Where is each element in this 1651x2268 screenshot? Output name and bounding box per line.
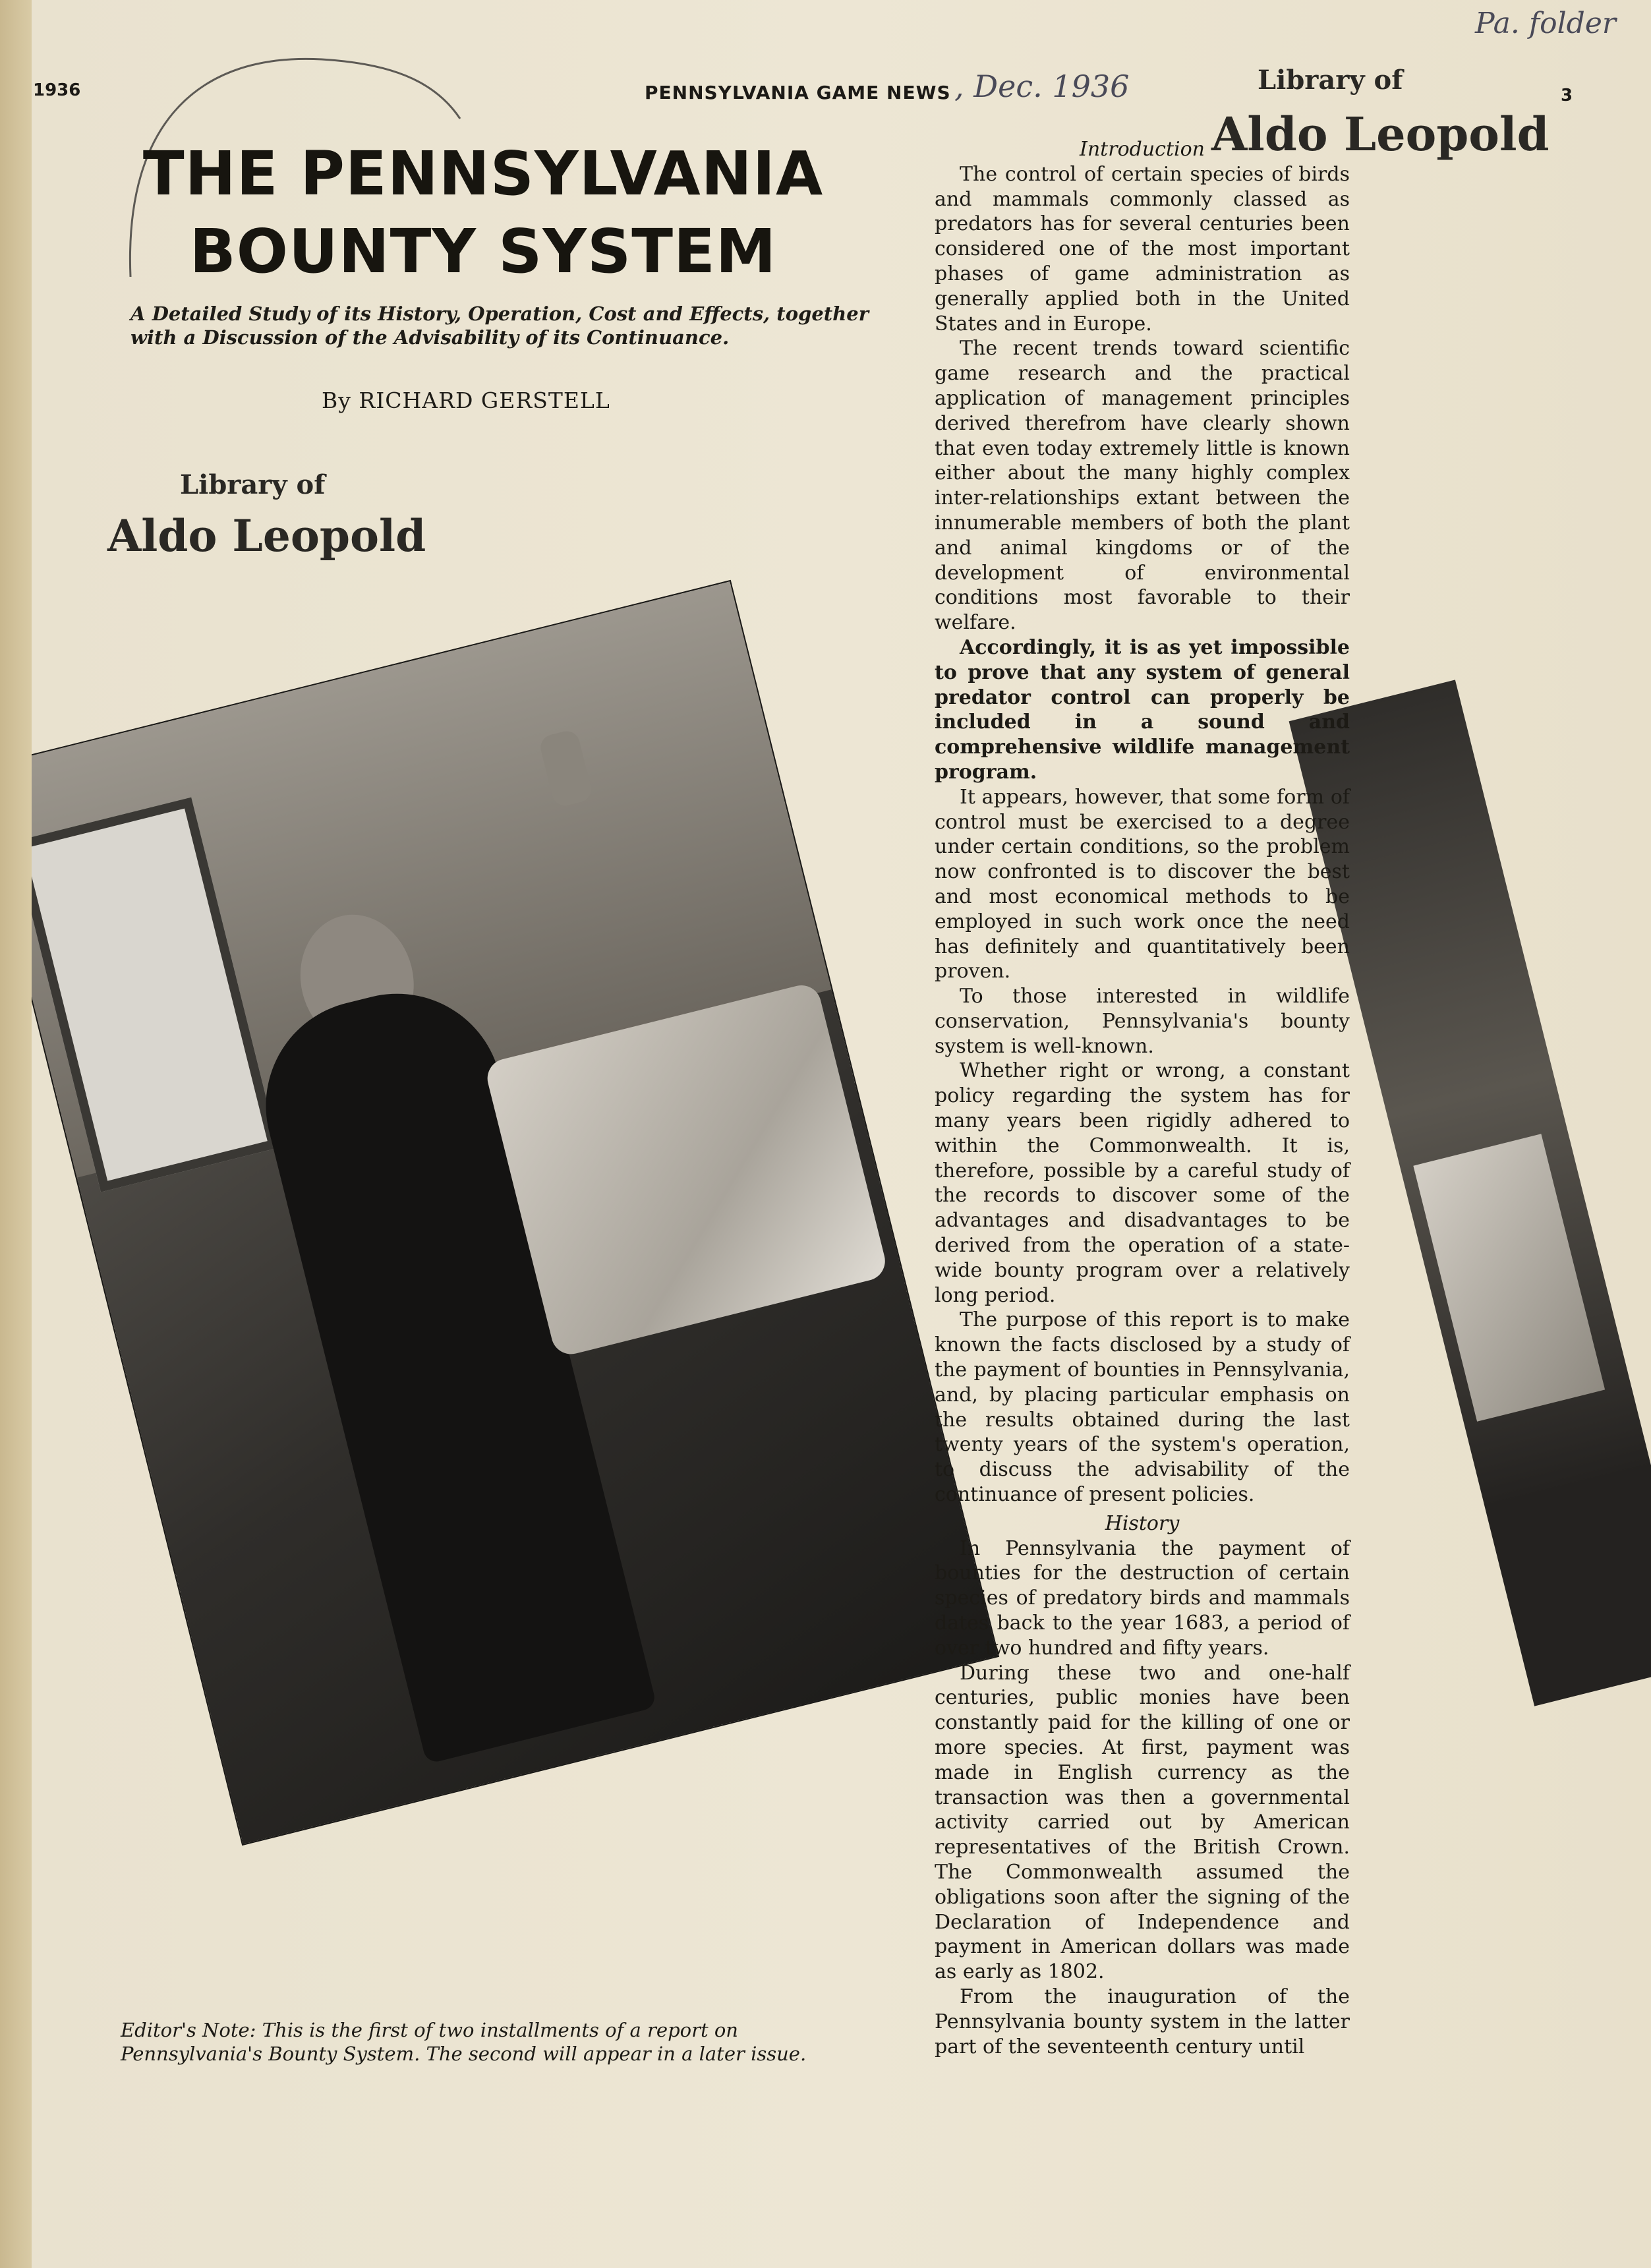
title-line-2: BOUNTY SYSTEM <box>189 216 777 287</box>
handwritten-folder-note: Pa. folder <box>1475 7 1616 40</box>
header-year: 1936 <box>33 80 81 100</box>
article-body <box>935 137 1350 2059</box>
binding-edge <box>0 0 32 2268</box>
paragraph: The purpose of this report is to make known the facts disclosed by a study of the payment of bounties in Pennsylvania, and, by placing particular emphasis on the results obtained during the last twenty years of the system's operation, to discuss the advisability of the continuance of present policies. <box>935 1308 1350 1507</box>
paragraph-bold: Accordingly, it is as yet impossible to prove that any system of general predator control can properly be included in a sound and comprehensive wildlife management program. <box>935 635 1350 784</box>
paragraph: To those interested in wildlife conservation, Pennsylvania's bounty system is well-known. <box>935 985 1350 1058</box>
header-publication: PENNSYLVANIA GAME NEWS <box>645 82 951 103</box>
title-line-1: THE PENNSYLVANIA <box>142 138 824 209</box>
article-title <box>124 135 842 291</box>
library-stamp-top-line2: Aldo Leopold <box>1211 107 1550 161</box>
magazine-page <box>32 0 1651 2268</box>
paragraph: It appears, however, that some form of control must be exercised to a degree under certain conditions, so the problem now confronted is to discover the best and most economical methods to be employed in such work once the need has definitely and quantitatively been proven. <box>935 785 1350 983</box>
article-subtitle: A Detailed Study of its History, Operation, Cost and Effects, together with a Discussion of the Advisability of its Continuance. <box>130 303 869 349</box>
section-heading-introduction: Introduction <box>1080 138 1205 161</box>
library-stamp-left-line1: Library of <box>180 469 326 500</box>
paragraph: Whether right or wrong, a constant policy regarding the system has for many years been rigidly adhered to within the Commonwealth. It is, therefore, possible by a careful study of the records to discover some of the advantages and disadvantages to be derived from the operation of a state-wide bounty program over a relatively long period. <box>935 1059 1350 1307</box>
paragraph: In Pennsylvania the payment of bounties for the destruction of certain species of predatory birds and mammals dates back to the year 1683, a period of over two hundred and fifty years. <box>935 1536 1350 1660</box>
library-stamp-left-line2: Aldo Leopold <box>107 510 426 562</box>
paragraph: From the inauguration of the Pennsylvania bounty system in the latter part of the seventeenth century until <box>935 1985 1350 2058</box>
article-byline: By RICHARD GERSTELL <box>322 388 610 413</box>
library-stamp-top-line1: Library of <box>1258 65 1403 96</box>
paragraph: During these two and one-half centuries, public monies have been constantly paid for the killing of one or more species. At first, payment was made in English currency as the transaction was then a governmental activity carried out by American representatives of the British Crown. The Commonwealth assumed the obligations soon after the signing of the Declaration of Independence and payment in American dollars was made as early as 1802. <box>935 1661 1350 1984</box>
paragraph: The control of certain species of birds and mammals commonly classed as predators has for several centuries been considered one of the most important phases of game administration as generally applied both in the United States and in Europe. <box>935 162 1350 335</box>
editors-note: Editor's Note: This is the first of two installments of a report on Pennsylvania's Bounty System. The second will appear in a later issue. <box>121 2019 807 2065</box>
handwritten-date: , Dec. 1936 <box>954 69 1130 104</box>
section-heading-history: History <box>1105 1511 1180 1535</box>
paragraph: The recent trends toward scientific game research and the practical application of management principles derived therefrom have clearly shown that even today extremely little is known either about the many highly complex inter-relationships extant between the innumerable members of both the plant and animal kingdoms or of the development of environmental conditions most favorable to their welfare. <box>935 337 1350 635</box>
header-page-number: 3 <box>1561 86 1573 105</box>
